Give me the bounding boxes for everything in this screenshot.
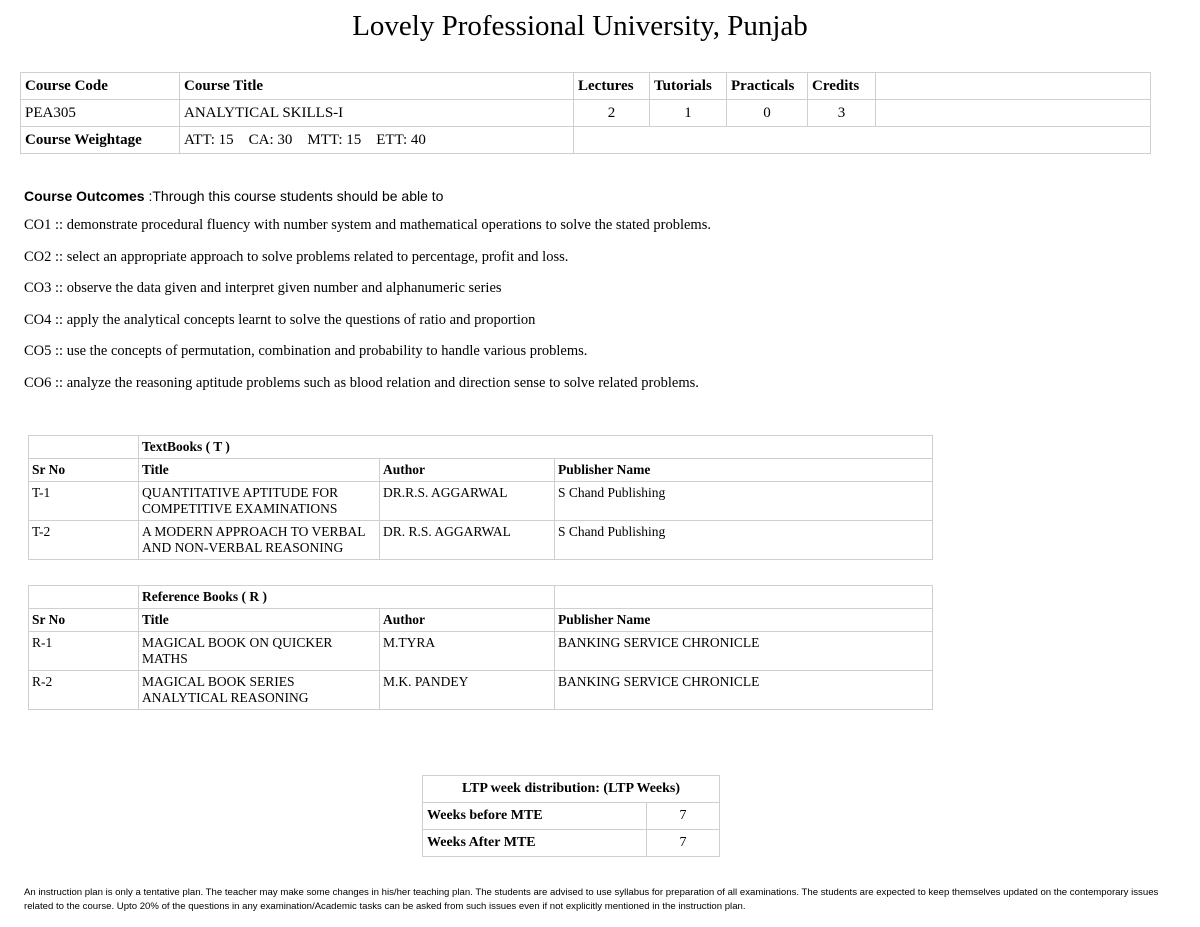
ltp-heading-row [423,776,720,803]
tutorials-value: 1 [650,100,727,127]
table-row [29,632,933,671]
textbooks-header-row [29,459,933,482]
course-outcomes-title: Course Outcomes [24,188,145,204]
table-row [423,830,720,857]
book-author: M.TYRA [380,632,555,671]
book-author: DR. R.S. AGGARWAL [380,521,555,560]
ltp-row-value: 7 [647,830,720,857]
reference-section-blank [29,586,139,609]
textbooks-section-row [29,436,933,459]
course-weightage-blank [574,127,1151,154]
tutorials-header: Tutorials [650,73,727,100]
textbooks-col-author: Author [380,459,555,482]
practicals-header: Practicals [727,73,808,100]
book-author: DR.R.S. AGGARWAL [380,482,555,521]
textbooks-col-title: Title [139,459,380,482]
reference-col-author: Author [380,609,555,632]
table-row [29,521,933,560]
course-outcome-item: CO1 :: demonstrate procedural fluency with number system and mathematical operations to solve the stated problems. [24,217,711,233]
course-weightage-row [21,127,1151,154]
course-values-row [21,100,1151,127]
textbooks-col-srno: Sr No [29,459,139,482]
book-publisher: BANKING SERVICE CHRONICLE [555,632,933,671]
ltp-row-label: Weeks before MTE [423,803,647,830]
book-title: MAGICAL BOOK ON QUICKER MATHS [139,632,380,671]
course-code-value: PEA305 [21,100,180,127]
course-details-table [20,72,1151,154]
textbooks-section-blank [29,436,139,459]
credits-value: 3 [808,100,876,127]
lectures-value: 2 [574,100,650,127]
course-values-blank [876,100,1151,127]
course-outcomes-section [24,188,711,405]
reference-section-row [29,586,933,609]
book-srno: R-1 [29,632,139,671]
course-weightage-value: ATT: 15 CA: 30 MTT: 15 ETT: 40 [180,127,574,154]
ltp-row-label: Weeks After MTE [423,830,647,857]
course-title-value: ANALYTICAL SKILLS-I [180,100,574,127]
reference-section-blank-right [555,586,933,609]
course-outcomes-intro: :Through this course students should be able to [144,188,444,204]
book-title: A MODERN APPROACH TO VERBAL AND NON-VERBAL REASONING [139,521,380,560]
reference-books-table [28,585,933,710]
course-outcome-item: CO6 :: analyze the reasoning aptitude problems such as blood relation and direction sense to solve related problems. [24,374,699,391]
ltp-row-value: 7 [647,803,720,830]
textbooks-section-title: TextBooks ( T ) [139,436,933,459]
reference-col-title: Title [139,609,380,632]
book-publisher: S Chand Publishing [555,482,933,521]
textbooks-table [28,435,933,560]
book-srno: T-2 [29,521,139,560]
course-header-row [21,73,1151,100]
table-row [29,482,933,521]
course-header-blank [876,73,1151,100]
book-publisher: BANKING SERVICE CHRONICLE [555,671,933,710]
course-outcome-item: CO4 :: apply the analytical concepts learnt to solve the questions of ratio and proportion [24,311,536,328]
course-title-header: Course Title [180,73,574,100]
ltp-week-distribution-table [422,775,720,857]
reference-section-title: Reference Books ( R ) [139,586,555,609]
textbooks-col-publisher: Publisher Name [555,459,933,482]
page-title: Lovely Professional University, Punjab [352,10,808,42]
course-outcome-item: CO3 :: observe the data given and interpret given number and alphanumeric series [24,280,502,297]
course-outcomes-heading [24,188,711,204]
instruction-plan-footnote: An instruction plan is only a tentative plan. The teacher may make some changes in his/her teaching plan. The students are advised to use syllabus for preparation of all examinations. The students are expected to keep themselves updated on the contemporary issues related to the course. Upto 20% of the questions in any examination/Academic tasks can be asked from such issues even if not explicitly mentioned in the instruction plan. [24,887,1159,912]
book-title: QUANTITATIVE APTITUDE FOR COMPETITIVE EXAMINATIONS [139,482,380,521]
book-author: M.K. PANDEY [380,671,555,710]
lectures-header: Lectures [574,73,650,100]
reference-col-srno: Sr No [29,609,139,632]
book-srno: R-2 [29,671,139,710]
table-row [423,803,720,830]
course-outcome-item: CO5 :: use the concepts of permutation, combination and probability to handle various problems. [24,343,588,360]
ltp-heading: LTP week distribution: (LTP Weeks) [423,776,720,803]
reference-col-publisher: Publisher Name [555,609,933,632]
reference-header-row [29,609,933,632]
table-row [29,671,933,710]
credits-header: Credits [808,73,876,100]
course-weightage-label: Course Weightage [21,127,180,154]
book-srno: T-1 [29,482,139,521]
course-outcome-item: CO2 :: select an appropriate approach to solve problems related to percentage, profit and loss. [24,248,569,265]
book-publisher: S Chand Publishing [555,521,933,560]
practicals-value: 0 [727,100,808,127]
book-title: MAGICAL BOOK SERIES ANALYTICAL REASONING [139,671,380,710]
course-code-header: Course Code [21,73,180,100]
